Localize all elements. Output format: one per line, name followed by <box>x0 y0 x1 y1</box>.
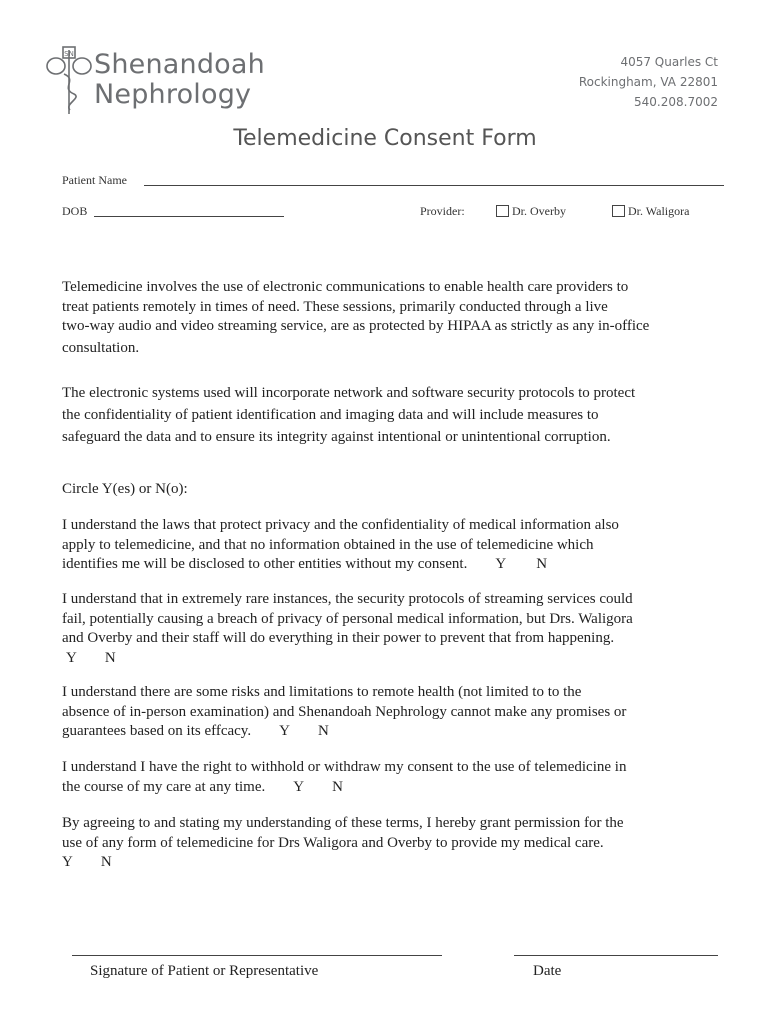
checkbox-overby[interactable] <box>496 205 509 217</box>
text-line: treat patients remotely in times of need. These sessions, primarily conducted through a live <box>62 298 608 315</box>
date-field[interactable] <box>514 955 718 956</box>
address-street: 4057 Quarles Ct <box>620 55 718 69</box>
text-line: guarantees based on its effcacy. <box>62 723 252 739</box>
text-line: The electronic systems used will incorporate network and software security protocols to protect <box>62 385 636 401</box>
text-line: the confidentiality of patient identification and imaging data and will include measures to <box>62 407 599 423</box>
text-line: fail, potentially causing a breach of privacy of personal medical information, but Drs. Waligora <box>62 610 633 627</box>
provider-option-overby[interactable] <box>496 204 566 219</box>
checkbox-waligora[interactable] <box>612 205 625 217</box>
consent-question-4 <box>62 758 712 797</box>
signature-field[interactable] <box>72 955 442 956</box>
dob-label: DOB <box>62 204 88 218</box>
text-line: consultation. <box>62 339 140 356</box>
text-line: Telemedicine involves the use of electronic communications to enable health care providers to <box>62 279 629 295</box>
text-line: identifies me will be disclosed to other entities without my consent. <box>62 556 468 572</box>
text-line: two-way audio and video streaming service, are as protected by HIPAA as strictly as any in-office <box>62 318 650 334</box>
text-line: I understand the laws that protect privacy and the confidentiality of medical information also <box>62 517 619 533</box>
consent-question-1 <box>62 516 712 575</box>
q5-yes-option[interactable]: Y <box>62 854 73 870</box>
text-line: the course of my care at any time. <box>62 778 266 795</box>
logo-monogram: SN <box>64 50 74 58</box>
provider-option-waligora[interactable] <box>612 204 689 219</box>
q2-yes-option[interactable]: Y <box>66 649 77 666</box>
circle-instruction: Circle Y(es) or N(o): <box>62 481 188 497</box>
intro-paragraph-2 <box>62 382 712 448</box>
logo-line-1: Shenandoah <box>94 49 265 80</box>
text-line: I understand there are some risks and limitations to remote health (not limited to to the <box>62 684 582 700</box>
date-label: Date <box>533 963 562 979</box>
text-line: By agreeing to and stating my understanding of these terms, I hereby grant permission for the <box>62 815 624 831</box>
clinic-address <box>579 52 718 112</box>
text-line: apply to telemedicine, and that no information obtained in the use of telemedicine which <box>62 536 594 553</box>
text-line: safeguard the data and to ensure its integrity against intentional or unintentional corruption. <box>62 429 611 445</box>
logo-line-2: Nephrology <box>94 79 252 110</box>
patient-name-label: Patient Name <box>62 173 127 187</box>
signature-label: Signature of Patient or Representative <box>90 963 319 979</box>
text-line: absence of in-person examination) and Shenandoah Nephrology cannot make any promises or <box>62 703 627 720</box>
address-phone: 540.208.7002 <box>634 95 718 109</box>
q3-no-option[interactable]: N <box>317 723 329 739</box>
q5-no-option[interactable]: N <box>100 854 112 870</box>
consent-question-3 <box>62 683 712 742</box>
text-line: I understand I have the right to withhold or withdraw my consent to the use of telemedicine in <box>62 759 627 775</box>
form-title: Telemedicine Consent Form <box>233 126 537 151</box>
consent-question-2 <box>62 590 712 668</box>
q1-yes-option[interactable]: Y <box>495 556 507 572</box>
q4-no-option[interactable]: N <box>332 778 343 795</box>
consent-question-5 <box>62 814 712 873</box>
q3-yes-option[interactable]: Y <box>279 723 290 739</box>
q2-no-option[interactable]: N <box>104 649 116 666</box>
text-line: use of any form of telemedicine for Drs Waligora and Overby to provide my medical care. <box>62 834 604 851</box>
text-line: I understand that in extremely rare instances, the security protocols of streaming services could <box>62 591 633 607</box>
q4-yes-option[interactable]: Y <box>293 778 305 795</box>
text-line: and Overby and their staff will do everything in their power to prevent that from happening. <box>62 630 615 646</box>
address-city: Rockingham, VA 22801 <box>578 75 718 89</box>
provider-label: Provider: <box>420 204 465 218</box>
provider-option-waligora-label: Dr. Waligora <box>628 204 690 218</box>
intro-paragraph-1 <box>62 278 712 358</box>
provider-option-overby-label: Dr. Overby <box>512 204 566 218</box>
dob-field[interactable] <box>94 216 284 217</box>
q1-no-option[interactable]: N <box>536 556 548 572</box>
patient-name-field[interactable] <box>144 185 724 186</box>
